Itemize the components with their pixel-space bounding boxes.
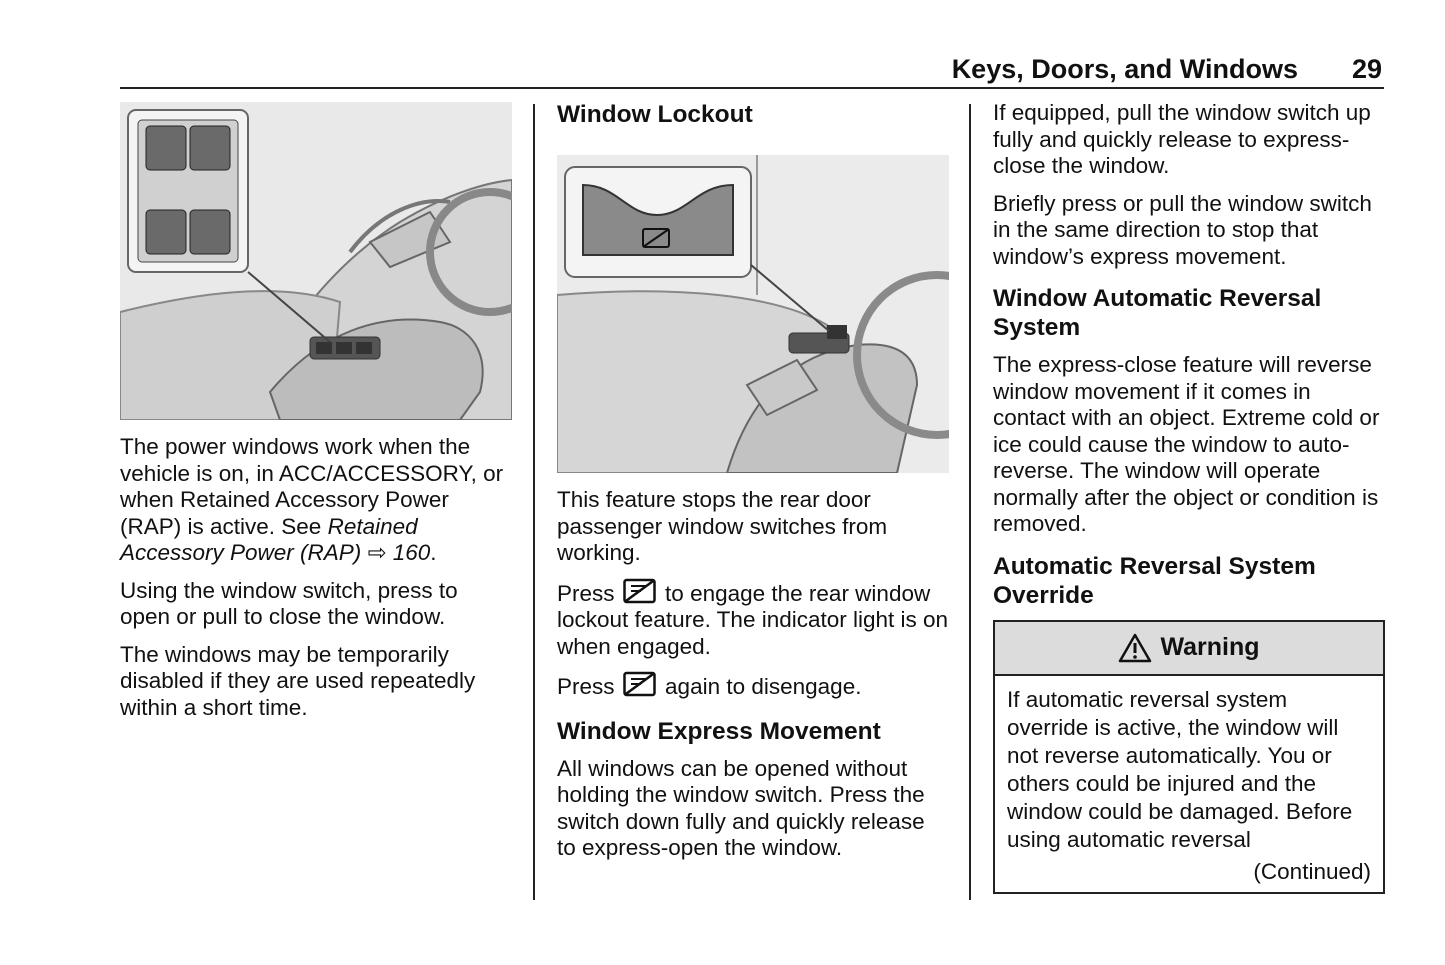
paragraph-disengage-lockout: Press again to disengage. — [557, 671, 949, 701]
column-2 — [557, 100, 949, 873]
paragraph-window-switch: Using the window switch, press to open or pull to close the window. — [120, 577, 458, 629]
page-number: 29 — [1351, 54, 1382, 84]
window-lockout-illustration — [557, 155, 949, 473]
window-lockout-figure — [557, 155, 949, 473]
heading-reversal-override: Automatic Reversal System Override — [993, 552, 1316, 609]
continued-label: (Continued) — [1253, 858, 1371, 884]
paragraph-express-open: All windows can be opened without holding the window switch. Press the switch down fully and quickly release to express-open the window. — [557, 755, 925, 860]
cross-reference-rap[interactable]: Retained Accessory Power (RAP) — [120, 513, 418, 565]
window-lockout-icon — [623, 671, 656, 698]
heading-automatic-reversal: Window Automatic Reversal System — [993, 285, 1322, 341]
window-lockout-icon — [623, 578, 656, 605]
warning-title: Warning — [1160, 633, 1260, 662]
warning-box — [993, 620, 1385, 894]
paragraph-reversal-description: The express-close feature will reverse window movement if it comes in contact with an object. Extreme cold or ice could cause the window to auto-reverse. The window will operate normally after the object or condition is removed. — [993, 352, 1380, 536]
warning-triangle-icon — [1118, 633, 1152, 663]
page-header — [120, 54, 1384, 89]
warning-text: If automatic reversal system override is active, the window will not reverse automatically. You or others could be injured and the window could be damaged. Before using automatic reversal — [1007, 686, 1353, 852]
column-1 — [120, 100, 512, 732]
power-window-switch-illustration — [120, 102, 512, 420]
warning-header — [995, 622, 1383, 676]
column-divider — [533, 104, 535, 900]
column-3 — [993, 100, 1385, 894]
page-ref-number[interactable]: 160 — [392, 540, 431, 565]
heading-window-lockout: Window Lockout — [557, 101, 753, 128]
paragraph-engage-lockout: Press to engage the rear window lockout feature. The indicator light is on when engaged. — [557, 578, 949, 661]
paragraph-lockout-description: This feature stops the rear door passenger window switches from working. — [557, 487, 888, 565]
paragraph-stop-express: Briefly press or pull the window switch in the same direction to stop that window’s express movement. — [993, 190, 1372, 269]
paragraph-power-windows: The power windows work when the vehicle is on, in ACC/ACCESSORY, or when Retained Accessory Power (RAP) is active. See Retained Accessory Power (RAP) ⇨ 160. — [120, 434, 504, 565]
heading-window-express-movement: Window Express Movement — [557, 717, 881, 745]
section-title: Keys, Doors, and Windows — [951, 54, 1298, 84]
paragraph-express-close: If equipped, pull the window switch up fully and quickly release to express-close the window. — [993, 100, 1371, 178]
column-divider — [969, 104, 971, 900]
page-ref-arrow-icon: ⇨ — [367, 540, 387, 565]
warning-body — [995, 676, 1383, 892]
power-window-switch-figure — [120, 102, 512, 420]
paragraph-temporarily-disabled: The windows may be temporarily disabled if they are used repeatedly within a short time. — [120, 641, 476, 720]
